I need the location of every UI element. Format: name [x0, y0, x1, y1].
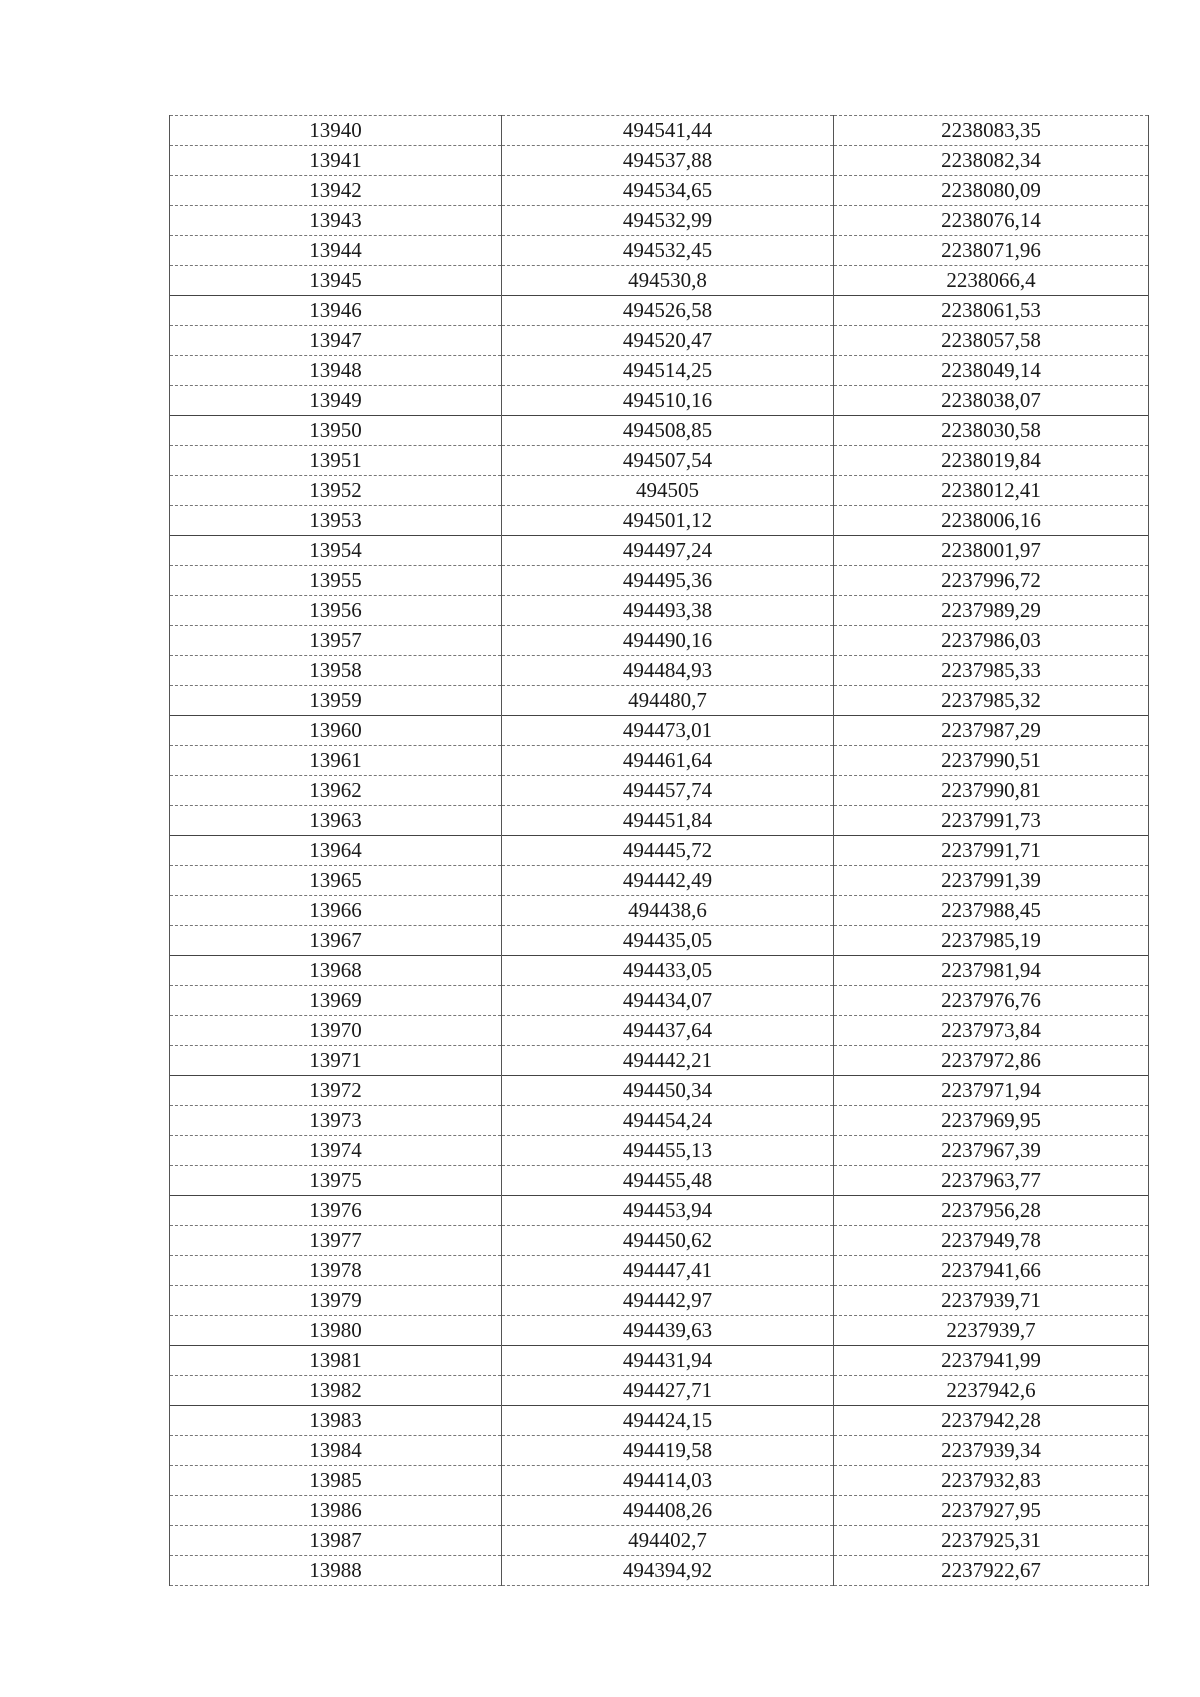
x-coordinate-cell: 494424,15 [502, 1406, 834, 1436]
y-coordinate-cell: 2237996,72 [834, 566, 1149, 596]
x-coordinate-cell: 494437,64 [502, 1016, 834, 1046]
point-number-cell: 13963 [170, 806, 502, 836]
point-number-cell: 13955 [170, 566, 502, 596]
table-row [170, 1256, 1149, 1286]
x-coordinate-cell: 494484,93 [502, 656, 834, 686]
table-row [170, 1226, 1149, 1256]
y-coordinate-cell: 2238080,09 [834, 176, 1149, 206]
table-row [170, 626, 1149, 656]
point-number-cell: 13960 [170, 716, 502, 746]
y-coordinate-cell: 2237987,29 [834, 716, 1149, 746]
y-coordinate-cell: 2237967,39 [834, 1136, 1149, 1166]
coordinates-table [169, 115, 1149, 1586]
x-coordinate-cell: 494537,88 [502, 146, 834, 176]
y-coordinate-cell: 2237991,39 [834, 866, 1149, 896]
table-row [170, 116, 1149, 146]
point-number-cell: 13970 [170, 1016, 502, 1046]
table-row [170, 1496, 1149, 1526]
table-row [170, 686, 1149, 716]
point-number-cell: 13944 [170, 236, 502, 266]
table-row [170, 416, 1149, 446]
table-row [170, 236, 1149, 266]
table-row [170, 146, 1149, 176]
x-coordinate-cell: 494450,34 [502, 1076, 834, 1106]
x-coordinate-cell: 494461,64 [502, 746, 834, 776]
x-coordinate-cell: 494402,7 [502, 1526, 834, 1556]
y-coordinate-cell: 2237973,84 [834, 1016, 1149, 1046]
table-row [170, 656, 1149, 686]
point-number-cell: 13969 [170, 986, 502, 1016]
table-row [170, 896, 1149, 926]
point-number-cell: 13975 [170, 1166, 502, 1196]
y-coordinate-cell: 2237985,19 [834, 926, 1149, 956]
y-coordinate-cell: 2237981,94 [834, 956, 1149, 986]
x-coordinate-cell: 494480,7 [502, 686, 834, 716]
point-number-cell: 13954 [170, 536, 502, 566]
table-row [170, 1136, 1149, 1166]
point-number-cell: 13950 [170, 416, 502, 446]
y-coordinate-cell: 2238012,41 [834, 476, 1149, 506]
table-row [170, 956, 1149, 986]
y-coordinate-cell: 2237976,76 [834, 986, 1149, 1016]
point-number-cell: 13968 [170, 956, 502, 986]
point-number-cell: 13958 [170, 656, 502, 686]
point-number-cell: 13952 [170, 476, 502, 506]
x-coordinate-cell: 494534,65 [502, 176, 834, 206]
point-number-cell: 13966 [170, 896, 502, 926]
y-coordinate-cell: 2237942,6 [834, 1376, 1149, 1406]
y-coordinate-cell: 2238061,53 [834, 296, 1149, 326]
point-number-cell: 13959 [170, 686, 502, 716]
table-row [170, 1286, 1149, 1316]
point-number-cell: 13965 [170, 866, 502, 896]
x-coordinate-cell: 494493,38 [502, 596, 834, 626]
point-number-cell: 13946 [170, 296, 502, 326]
y-coordinate-cell: 2237932,83 [834, 1466, 1149, 1496]
y-coordinate-cell: 2238038,07 [834, 386, 1149, 416]
y-coordinate-cell: 2238066,4 [834, 266, 1149, 296]
y-coordinate-cell: 2237956,28 [834, 1196, 1149, 1226]
x-coordinate-cell: 494453,94 [502, 1196, 834, 1226]
x-coordinate-cell: 494433,05 [502, 956, 834, 986]
table-row [170, 926, 1149, 956]
point-number-cell: 13982 [170, 1376, 502, 1406]
x-coordinate-cell: 494450,62 [502, 1226, 834, 1256]
point-number-cell: 13979 [170, 1286, 502, 1316]
y-coordinate-cell: 2238006,16 [834, 506, 1149, 536]
table-row [170, 1346, 1149, 1376]
y-coordinate-cell: 2238030,58 [834, 416, 1149, 446]
point-number-cell: 13981 [170, 1346, 502, 1376]
y-coordinate-cell: 2238071,96 [834, 236, 1149, 266]
point-number-cell: 13962 [170, 776, 502, 806]
x-coordinate-cell: 494434,07 [502, 986, 834, 1016]
table-row [170, 536, 1149, 566]
x-coordinate-cell: 494495,36 [502, 566, 834, 596]
table-row [170, 206, 1149, 236]
point-number-cell: 13976 [170, 1196, 502, 1226]
x-coordinate-cell: 494438,6 [502, 896, 834, 926]
point-number-cell: 13984 [170, 1436, 502, 1466]
y-coordinate-cell: 2237989,29 [834, 596, 1149, 626]
x-coordinate-cell: 494514,25 [502, 356, 834, 386]
y-coordinate-cell: 2237985,32 [834, 686, 1149, 716]
table-row [170, 356, 1149, 386]
coordinates-table-body [170, 116, 1149, 1586]
table-row [170, 1406, 1149, 1436]
point-number-cell: 13961 [170, 746, 502, 776]
point-number-cell: 13949 [170, 386, 502, 416]
point-number-cell: 13972 [170, 1076, 502, 1106]
y-coordinate-cell: 2237949,78 [834, 1226, 1149, 1256]
y-coordinate-cell: 2237942,28 [834, 1406, 1149, 1436]
point-number-cell: 13980 [170, 1316, 502, 1346]
table-row [170, 1106, 1149, 1136]
point-number-cell: 13945 [170, 266, 502, 296]
point-number-cell: 13977 [170, 1226, 502, 1256]
x-coordinate-cell: 494510,16 [502, 386, 834, 416]
y-coordinate-cell: 2237991,73 [834, 806, 1149, 836]
y-coordinate-cell: 2237939,71 [834, 1286, 1149, 1316]
y-coordinate-cell: 2237939,7 [834, 1316, 1149, 1346]
table-row [170, 296, 1149, 326]
y-coordinate-cell: 2237922,67 [834, 1556, 1149, 1586]
x-coordinate-cell: 494505 [502, 476, 834, 506]
point-number-cell: 13967 [170, 926, 502, 956]
x-coordinate-cell: 494532,99 [502, 206, 834, 236]
y-coordinate-cell: 2237972,86 [834, 1046, 1149, 1076]
point-number-cell: 13983 [170, 1406, 502, 1436]
table-row [170, 506, 1149, 536]
x-coordinate-cell: 494431,94 [502, 1346, 834, 1376]
point-number-cell: 13943 [170, 206, 502, 236]
x-coordinate-cell: 494442,49 [502, 866, 834, 896]
table-row [170, 1466, 1149, 1496]
point-number-cell: 13948 [170, 356, 502, 386]
point-number-cell: 13987 [170, 1526, 502, 1556]
x-coordinate-cell: 494530,8 [502, 266, 834, 296]
x-coordinate-cell: 494457,74 [502, 776, 834, 806]
x-coordinate-cell: 494455,13 [502, 1136, 834, 1166]
point-number-cell: 13953 [170, 506, 502, 536]
y-coordinate-cell: 2237990,51 [834, 746, 1149, 776]
table-row [170, 806, 1149, 836]
x-coordinate-cell: 494394,92 [502, 1556, 834, 1586]
table-row [170, 746, 1149, 776]
x-coordinate-cell: 494419,58 [502, 1436, 834, 1466]
table-row [170, 1556, 1149, 1586]
table-row [170, 986, 1149, 1016]
table-row [170, 866, 1149, 896]
x-coordinate-cell: 494501,12 [502, 506, 834, 536]
x-coordinate-cell: 494445,72 [502, 836, 834, 866]
y-coordinate-cell: 2237941,66 [834, 1256, 1149, 1286]
x-coordinate-cell: 494442,21 [502, 1046, 834, 1076]
table-row [170, 716, 1149, 746]
point-number-cell: 13988 [170, 1556, 502, 1586]
y-coordinate-cell: 2237969,95 [834, 1106, 1149, 1136]
x-coordinate-cell: 494414,03 [502, 1466, 834, 1496]
table-row [170, 476, 1149, 506]
y-coordinate-cell: 2238049,14 [834, 356, 1149, 386]
y-coordinate-cell: 2237963,77 [834, 1166, 1149, 1196]
y-coordinate-cell: 2237971,94 [834, 1076, 1149, 1106]
point-number-cell: 13978 [170, 1256, 502, 1286]
point-number-cell: 13964 [170, 836, 502, 866]
y-coordinate-cell: 2238019,84 [834, 446, 1149, 476]
y-coordinate-cell: 2238076,14 [834, 206, 1149, 236]
table-row [170, 1316, 1149, 1346]
point-number-cell: 13957 [170, 626, 502, 656]
table-row [170, 1166, 1149, 1196]
y-coordinate-cell: 2237990,81 [834, 776, 1149, 806]
table-row [170, 1046, 1149, 1076]
point-number-cell: 13985 [170, 1466, 502, 1496]
table-row [170, 1016, 1149, 1046]
y-coordinate-cell: 2237941,99 [834, 1346, 1149, 1376]
x-coordinate-cell: 494454,24 [502, 1106, 834, 1136]
y-coordinate-cell: 2238082,34 [834, 146, 1149, 176]
y-coordinate-cell: 2237925,31 [834, 1526, 1149, 1556]
x-coordinate-cell: 494520,47 [502, 326, 834, 356]
y-coordinate-cell: 2237939,34 [834, 1436, 1149, 1466]
x-coordinate-cell: 494508,85 [502, 416, 834, 446]
point-number-cell: 13947 [170, 326, 502, 356]
table-row [170, 1196, 1149, 1226]
point-number-cell: 13940 [170, 116, 502, 146]
x-coordinate-cell: 494473,01 [502, 716, 834, 746]
point-number-cell: 13986 [170, 1496, 502, 1526]
point-number-cell: 13974 [170, 1136, 502, 1166]
y-coordinate-cell: 2238057,58 [834, 326, 1149, 356]
table-row [170, 326, 1149, 356]
point-number-cell: 13973 [170, 1106, 502, 1136]
table-row [170, 386, 1149, 416]
point-number-cell: 13951 [170, 446, 502, 476]
y-coordinate-cell: 2237927,95 [834, 1496, 1149, 1526]
table-row [170, 266, 1149, 296]
x-coordinate-cell: 494408,26 [502, 1496, 834, 1526]
x-coordinate-cell: 494532,45 [502, 236, 834, 266]
table-row [170, 566, 1149, 596]
point-number-cell: 13971 [170, 1046, 502, 1076]
table-row [170, 446, 1149, 476]
table-row [170, 776, 1149, 806]
x-coordinate-cell: 494541,44 [502, 116, 834, 146]
y-coordinate-cell: 2238001,97 [834, 536, 1149, 566]
x-coordinate-cell: 494442,97 [502, 1286, 834, 1316]
x-coordinate-cell: 494447,41 [502, 1256, 834, 1286]
x-coordinate-cell: 494526,58 [502, 296, 834, 326]
table-row [170, 1436, 1149, 1466]
table-row [170, 836, 1149, 866]
x-coordinate-cell: 494490,16 [502, 626, 834, 656]
table-row [170, 1526, 1149, 1556]
x-coordinate-cell: 494451,84 [502, 806, 834, 836]
y-coordinate-cell: 2237991,71 [834, 836, 1149, 866]
x-coordinate-cell: 494455,48 [502, 1166, 834, 1196]
x-coordinate-cell: 494435,05 [502, 926, 834, 956]
point-number-cell: 13942 [170, 176, 502, 206]
y-coordinate-cell: 2237985,33 [834, 656, 1149, 686]
y-coordinate-cell: 2237986,03 [834, 626, 1149, 656]
table-row [170, 176, 1149, 206]
table-row [170, 596, 1149, 626]
y-coordinate-cell: 2238083,35 [834, 116, 1149, 146]
y-coordinate-cell: 2237988,45 [834, 896, 1149, 926]
point-number-cell: 13941 [170, 146, 502, 176]
x-coordinate-cell: 494507,54 [502, 446, 834, 476]
x-coordinate-cell: 494427,71 [502, 1376, 834, 1406]
x-coordinate-cell: 494497,24 [502, 536, 834, 566]
x-coordinate-cell: 494439,63 [502, 1316, 834, 1346]
point-number-cell: 13956 [170, 596, 502, 626]
table-row [170, 1076, 1149, 1106]
table-row [170, 1376, 1149, 1406]
